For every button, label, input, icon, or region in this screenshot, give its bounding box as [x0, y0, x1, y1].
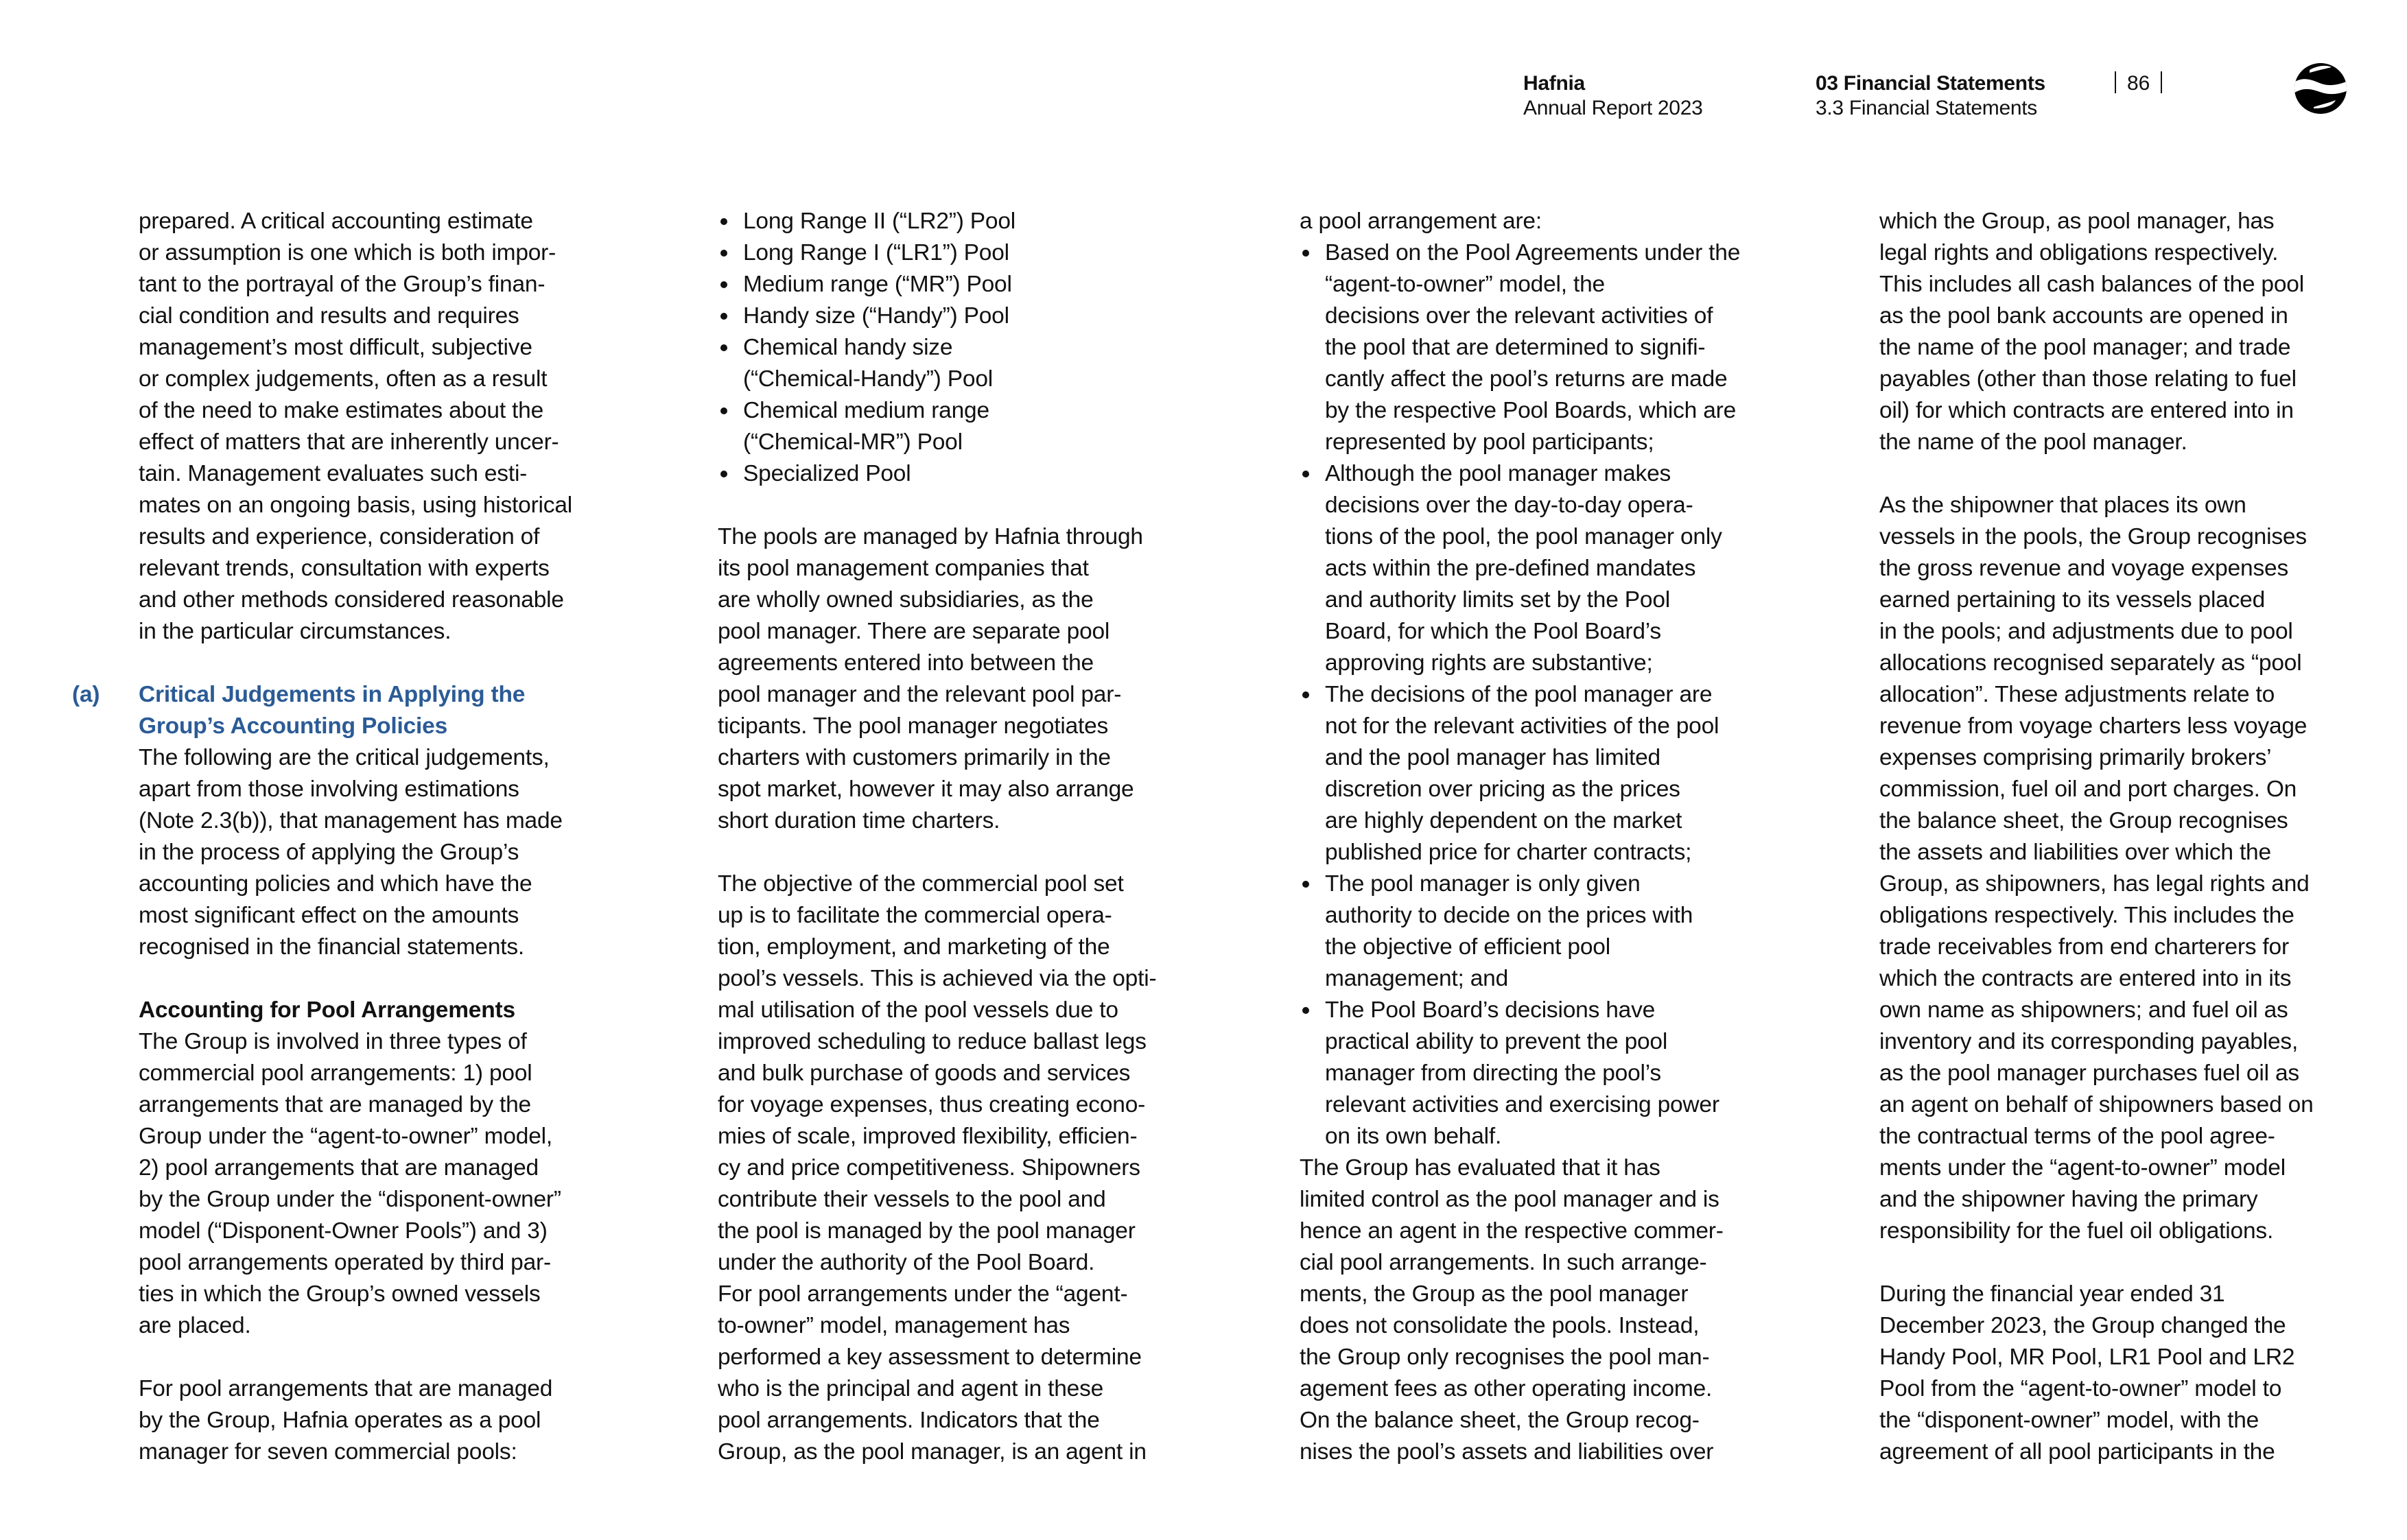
text-line: and the shipowner having the primary — [1879, 1187, 2258, 1212]
text-line: the pool is managed by the pool manager — [718, 1218, 1136, 1244]
section-heading-line: Group’s Accounting Policies — [139, 713, 448, 739]
list-item-text: Medium range (“MR”) Pool — [743, 272, 1012, 297]
pool-list-item — [718, 300, 1198, 332]
text-line: revenue from voyage charters less voyage — [1879, 713, 2308, 739]
list-item-text: decisions over the day-to-day opera- — [1325, 493, 1693, 518]
text-line: allocations recognised separately as “pool — [1879, 650, 2302, 676]
paragraph-gap — [139, 648, 619, 679]
text-line: an agent on behalf of shipowners based on — [1879, 1092, 2314, 1117]
text-line: does not consolidate the pools. Instead, — [1300, 1313, 1700, 1338]
list-item-text: represented by pool participants; — [1325, 429, 1654, 455]
text-line: short duration time charters. — [718, 808, 1000, 833]
agent-indicators-list — [1300, 237, 1780, 1152]
text-line: as the pool manager purchases fuel oil as — [1879, 1061, 2299, 1086]
text-line: Group, as shipowners, has legal rights and — [1879, 871, 2310, 897]
list-item-text: (“Chemical-Handy”) Pool — [743, 366, 993, 392]
text-line: trade receivables from end charterers for — [1879, 934, 2289, 960]
text-line: by the Group, Hafnia operates as a pool — [139, 1408, 541, 1433]
company-name: Hafnia — [1523, 72, 1585, 95]
pool-list-item — [718, 237, 1198, 269]
text-line: and bulk purchase of goods and services — [718, 1061, 1131, 1086]
text-line: mies of scale, improved flexibility, efficien- — [718, 1124, 1138, 1149]
text-line: the name of the pool manager. — [1879, 429, 2187, 455]
text-line: commission, fuel oil and port charges. On — [1879, 777, 2297, 802]
list-item-text: Chemical handy size — [743, 335, 953, 360]
list-item-text: (“Chemical-MR”) Pool — [743, 429, 963, 455]
text-line: the assets and liabilities over which the — [1879, 840, 2271, 865]
text-line: apart from those involving estimations — [139, 777, 519, 802]
text-line: pool arrangements. Indicators that the — [718, 1408, 1100, 1433]
section-marker: (a) — [72, 682, 100, 707]
list-item-text: not for the relevant activities of the pool — [1325, 713, 1719, 739]
text-line: agreement of all pool participants in the — [1879, 1439, 2275, 1465]
text-line: model (“Disponent-Owner Pools”) and 3) — [139, 1218, 548, 1244]
text-line: For pool arrangements that are managed — [139, 1376, 553, 1401]
text-line: As the shipowner that places its own — [1879, 493, 2246, 518]
text-line: The Group has evaluated that it has — [1300, 1155, 1660, 1181]
subheading-pool-arrangements: Accounting for Pool Arrangements — [139, 997, 515, 1023]
text-line: up is to facilitate the commercial opera- — [718, 903, 1112, 928]
list-item-text: published price for charter contracts; — [1325, 840, 1692, 865]
list-item-text: Based on the Pool Agreements under the — [1325, 240, 1741, 265]
list-item-text: the pool that are determined to signifi- — [1325, 335, 1706, 360]
text-line: of the need to make estimates about the — [139, 398, 543, 423]
text-line: its pool management companies that — [718, 556, 1089, 581]
list-item-text: on its own behalf. — [1325, 1124, 1502, 1149]
indicator-item — [1300, 458, 1780, 679]
text-line: This includes all cash balances of the pool — [1879, 272, 2304, 297]
list-item-text: Long Range I (“LR1”) Pool — [743, 240, 1009, 265]
text-line: payables (other than those relating to fuel — [1879, 366, 2297, 392]
text-line: in the process of applying the Group’s — [139, 840, 519, 865]
indicator-item — [1300, 995, 1780, 1152]
list-item-text: Specialized Pool — [743, 461, 911, 486]
header-company-block — [1523, 71, 1702, 121]
text-line: in the pools; and adjustments due to pool — [1879, 619, 2293, 644]
list-item-text: are highly dependent on the market — [1325, 808, 1682, 833]
text-line: the balance sheet, the Group recognises — [1879, 808, 2288, 833]
list-item-text: discretion over pricing as the prices — [1325, 777, 1680, 802]
text-line: contribute their vessels to the pool and — [718, 1187, 1106, 1212]
indicator-item — [1300, 237, 1780, 458]
text-line: own name as shipowners; and fuel oil as — [1879, 997, 2288, 1023]
text-line: During the financial year ended 31 — [1879, 1281, 2225, 1307]
text-line: mates on an ongoing basis, using historical — [139, 493, 573, 518]
text-line: legal rights and obligations respectively. — [1879, 240, 2279, 265]
text-line: by the Group under the “disponent-owner” — [139, 1187, 561, 1212]
paragraph-gap — [1879, 1247, 2360, 1279]
text-line: (Note 2.3(b)), that management has made — [139, 808, 563, 833]
text-line: the Group only recognises the pool man- — [1300, 1344, 1710, 1370]
text-line: Pool from the “agent-to-owner” model to — [1879, 1376, 2282, 1401]
text-line: charters with customers primarily in the — [718, 745, 1111, 770]
list-item-text: acts within the pre-defined mandates — [1325, 556, 1696, 581]
text-line: spot market, however it may also arrange — [718, 777, 1134, 802]
indicator-item — [1300, 679, 1780, 868]
text-line: prepared. A critical accounting estimate — [139, 209, 533, 234]
pool-manager-balances-paragraph — [1879, 206, 2360, 458]
text-line: The objective of the commercial pool set — [718, 871, 1124, 897]
text-line: nises the pool’s assets and liabilities over — [1300, 1439, 1714, 1465]
text-line: ties in which the Group’s owned vessels — [139, 1281, 541, 1307]
list-item-text: the objective of efficient pool — [1325, 934, 1610, 960]
text-line: responsibility for the fuel oil obligations. — [1879, 1218, 2274, 1244]
text-line: ments under the “agent-to-owner” model — [1879, 1155, 2286, 1181]
text-line: allocation”. These adjustments relate to — [1879, 682, 2275, 707]
text-line: management’s most difficult, subjective — [139, 335, 532, 360]
text-line: December 2023, the Group changed the — [1879, 1313, 2286, 1338]
text-line: the gross revenue and voyage expenses — [1879, 556, 2289, 581]
list-item-text: Chemical medium range — [743, 398, 989, 423]
page-divider-right — [2161, 71, 2162, 93]
text-line: arrangements that are managed by the — [139, 1092, 531, 1117]
text-line: most significant effect on the amounts — [139, 903, 519, 928]
column-4 — [1879, 206, 2360, 1468]
pool-list-item — [718, 458, 1198, 490]
list-item-text: The decisions of the pool manager are — [1325, 682, 1713, 707]
text-line: pool manager. There are separate pool — [718, 619, 1110, 644]
text-line: to-owner” model, management has — [718, 1313, 1070, 1338]
seven-pools-paragraph — [139, 1373, 619, 1468]
list-item-text: practical ability to prevent the pool — [1325, 1029, 1668, 1054]
text-line: in the particular circumstances. — [139, 619, 451, 644]
pool-list-item — [718, 206, 1198, 237]
text-line: The pools are managed by Hafnia through — [718, 524, 1143, 549]
text-line: accounting policies and which have the — [139, 871, 532, 897]
hafnia-logo-icon — [2293, 62, 2348, 115]
list-item-text: The Pool Board’s decisions have — [1325, 997, 1656, 1023]
section-subtitle: 3.3 Financial Statements — [1816, 97, 2037, 119]
text-line: vessels in the pools, the Group recognises — [1879, 524, 2307, 549]
text-line: pool’s vessels. This is achieved via the opti- — [718, 966, 1157, 991]
paragraph-gap — [718, 837, 1198, 868]
text-line: which the contracts are entered into in its — [1879, 966, 2292, 991]
pool-list-item — [718, 269, 1198, 300]
list-item-text: relevant activities and exercising power — [1325, 1092, 1719, 1117]
text-line: ments, the Group as the pool manager — [1300, 1281, 1689, 1307]
list-item-text: Board, for which the Pool Board’s — [1325, 619, 1661, 644]
list-item-text: “agent-to-owner” model, the — [1325, 272, 1605, 297]
critical-judgements-paragraph — [139, 742, 619, 963]
text-line: hence an agent in the respective commer- — [1300, 1218, 1724, 1244]
objective-paragraph — [718, 868, 1198, 1468]
column-3 — [1300, 206, 1780, 1468]
list-item-text: Long Range II (“LR2”) Pool — [743, 209, 1016, 234]
list-item-text: manager from directing the pool’s — [1325, 1061, 1661, 1086]
text-line: or assumption is one which is both impor- — [139, 240, 556, 265]
text-line: which the Group, as pool manager, has — [1879, 209, 2275, 234]
column-2 — [718, 206, 1198, 1468]
text-line: cy and price competitiveness. Shipowners — [718, 1155, 1140, 1181]
text-line: earned pertaining to its vessels placed — [1879, 587, 2266, 613]
text-line: limited control as the pool manager and is — [1300, 1187, 1719, 1212]
pool-list — [718, 206, 1198, 490]
indicators-lead-line: a pool arrangement are: — [1300, 209, 1542, 234]
text-line: improved scheduling to reduce ballast legs — [718, 1029, 1147, 1054]
list-item-text: The pool manager is only given — [1325, 871, 1641, 897]
text-line: performed a key assessment to determine — [718, 1344, 1142, 1370]
text-line: who is the principal and agent in these — [718, 1376, 1104, 1401]
text-line: Group, as the pool manager, is an agent in — [718, 1439, 1147, 1465]
list-item-text: Although the pool manager makes — [1325, 461, 1671, 486]
text-line: cial condition and results and requires — [139, 303, 519, 329]
list-item-text: tions of the pool, the pool manager only — [1325, 524, 1722, 549]
section-heading-a — [72, 679, 619, 742]
section-heading-line: Critical Judgements in Applying the — [139, 682, 526, 707]
list-item-text: Handy size (“Handy”) Pool — [743, 303, 1009, 329]
header-section-block — [1816, 71, 2045, 121]
column-1 — [72, 206, 619, 1468]
paragraph-gap — [139, 963, 619, 995]
text-line: tain. Management evaluates such esti- — [139, 461, 528, 486]
text-line: mal utilisation of the pool vessels due to — [718, 997, 1118, 1023]
list-item-text: and the pool manager has limited — [1325, 745, 1660, 770]
indicator-item — [1300, 868, 1780, 995]
list-item-text: management; and — [1325, 966, 1509, 991]
list-item-text: and authority limits set by the Pool — [1325, 587, 1671, 613]
list-item-text: decisions over the relevant activities of — [1325, 303, 1713, 329]
list-item-text: authority to decide on the prices with — [1325, 903, 1693, 928]
shipowner-paragraph — [1879, 490, 2360, 1247]
page-header — [0, 0, 2407, 151]
critical-estimate-paragraph — [139, 206, 619, 648]
text-line: Handy Pool, MR Pool, LR1 Pool and LR2 — [1879, 1344, 2295, 1370]
section-title: 03 Financial Statements — [1816, 72, 2045, 95]
page-number: 86 — [2127, 72, 2150, 95]
pool-list-item — [718, 395, 1198, 458]
text-line: On the balance sheet, the Group recog- — [1300, 1408, 1700, 1433]
list-item-text: cantly affect the pool’s returns are made — [1325, 366, 1728, 392]
text-line: recognised in the financial statements. — [139, 934, 525, 960]
text-line: the “disponent-owner” model, with the — [1879, 1408, 2259, 1433]
text-line: 2) pool arrangements that are managed — [139, 1155, 539, 1181]
text-line: tion, employment, and marketing of the — [718, 934, 1110, 960]
evaluation-paragraph — [1300, 1152, 1780, 1468]
text-line: relevant trends, consultation with experts — [139, 556, 550, 581]
list-item-text: approving rights are substantive; — [1325, 650, 1653, 676]
text-line: manager for seven commercial pools: — [139, 1439, 517, 1465]
text-line: oil) for which contracts are entered into in — [1879, 398, 2294, 423]
text-line: Group under the “agent-to-owner” model, — [139, 1124, 552, 1149]
text-line: under the authority of the Pool Board. — [718, 1250, 1095, 1275]
paragraph-gap — [139, 1342, 619, 1373]
text-line: For pool arrangements under the “agent- — [718, 1281, 1128, 1307]
text-line: commercial pool arrangements: 1) pool — [139, 1061, 532, 1086]
text-line: agement fees as other operating income. — [1300, 1376, 1713, 1401]
text-line: are placed. — [139, 1313, 251, 1338]
list-item-text: by the respective Pool Boards, which are — [1325, 398, 1737, 423]
text-line: tant to the portrayal of the Group’s finan- — [139, 272, 545, 297]
text-line: The following are the critical judgements, — [139, 745, 550, 770]
text-line: expenses comprising primarily brokers’ — [1879, 745, 2272, 770]
text-line: cial pool arrangements. In such arrange- — [1300, 1250, 1707, 1275]
text-line: pool arrangements operated by third par- — [139, 1250, 551, 1275]
text-line: inventory and its corresponding payables, — [1879, 1029, 2299, 1054]
text-line: are wholly owned subsidiaries, as the — [718, 587, 1094, 613]
text-line: agreements entered into between the — [718, 650, 1094, 676]
pool-list-item — [718, 332, 1198, 395]
text-line: obligations respectively. This includes the — [1879, 903, 2294, 928]
page-number-block — [2115, 71, 2162, 96]
text-line: results and experience, consideration of — [139, 524, 540, 549]
paragraph-gap — [718, 490, 1198, 521]
report-name: Annual Report 2023 — [1523, 97, 1703, 119]
text-line: or complex judgements, often as a result — [139, 366, 548, 392]
text-line: as the pool bank accounts are opened in — [1879, 303, 2288, 329]
text-line: the contractual terms of the pool agree- — [1879, 1124, 2275, 1149]
model-change-paragraph — [1879, 1279, 2360, 1468]
pools-managed-paragraph — [718, 521, 1198, 837]
text-line: for voyage expenses, thus creating econo- — [718, 1092, 1146, 1117]
pool-types-paragraph — [139, 1026, 619, 1342]
text-line: ticipants. The pool manager negotiates — [718, 713, 1109, 739]
text-line: pool manager and the relevant pool par- — [718, 682, 1122, 707]
text-line: effect of matters that are inherently uncer- — [139, 429, 559, 455]
text-line: and other methods considered reasonable — [139, 587, 564, 613]
text-line: The Group is involved in three types of — [139, 1029, 527, 1054]
paragraph-gap — [1879, 458, 2360, 490]
text-line: the name of the pool manager; and trade — [1879, 335, 2291, 360]
